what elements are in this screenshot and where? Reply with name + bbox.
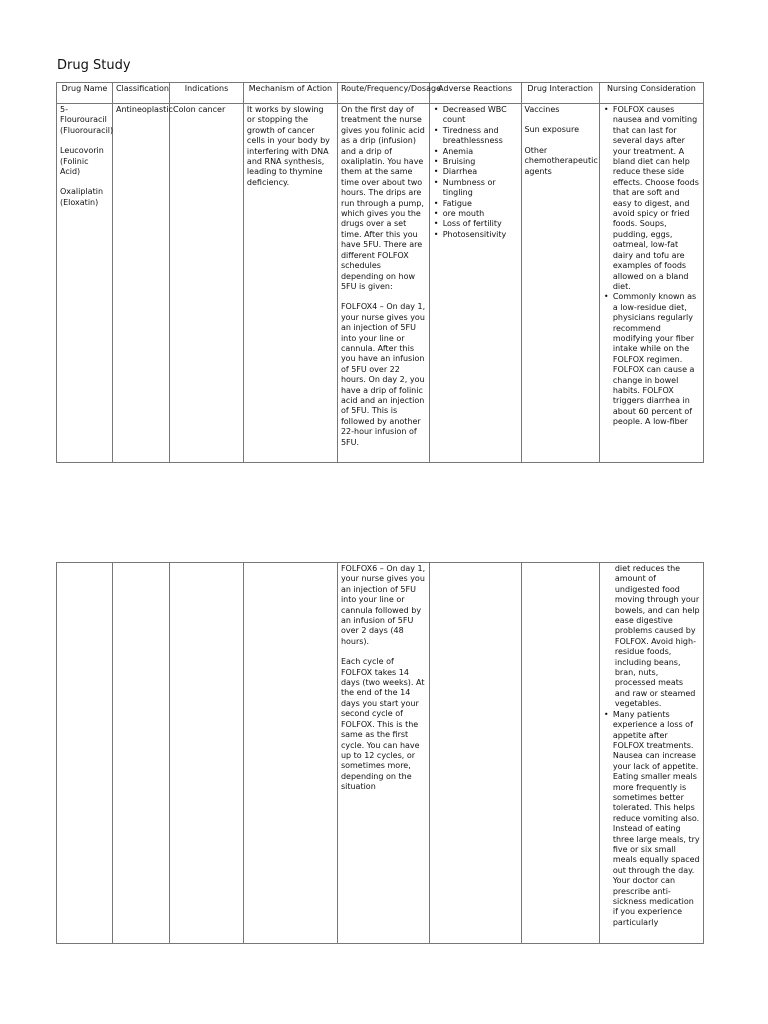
- indications-cell: Colon cancer: [170, 104, 244, 463]
- drug-name-cell: [57, 563, 113, 944]
- adverse-list: [433, 105, 518, 240]
- page-title: Drug Study: [57, 58, 131, 73]
- list-item: • Fatigue: [443, 199, 518, 209]
- drug-name: Leucovorin (Folinic Acid): [60, 146, 104, 177]
- route-cell: [337, 563, 429, 944]
- route-paragraph: FOLFOX4 – On day 1, your nurse gives you an injection of 5FU into your line or cannula. After this you have an infusion of 5FU over 22 hours. On day 2, you have a drip of folinic acid and an injection of 5FU. This is followed by another 22-hour infusion of 5FU.: [340, 302, 426, 447]
- nursing-list: [603, 105, 700, 428]
- interaction-item: Other chemotherapeutic agents: [524, 145, 598, 176]
- list-item: • Photosensitivity: [443, 230, 518, 240]
- mechanism-cell: It works by slowing or stopping the growth of cancer cells in your body by interfering with DNA and RNA synthesis, leading to thymine deficiency.: [243, 104, 337, 463]
- interaction-cell: [521, 104, 599, 463]
- table-row: [57, 563, 704, 944]
- indications-cell: [170, 563, 244, 944]
- header-drug-name: Drug Name: [57, 83, 113, 104]
- header-adverse: Adverse Reactions: [429, 83, 521, 104]
- drug-name-cell: [57, 104, 113, 463]
- nursing-cell: [599, 563, 703, 944]
- header-interaction: Drug Interaction: [521, 83, 599, 104]
- interaction-item: Sun exposure: [524, 125, 580, 135]
- route-paragraph: FOLFOX6 – On day 1, your nurse gives you an injection of 5FU into your line or cannula followed by an infusion of 5FU over 2 days (48 hours).: [340, 564, 426, 646]
- header-indications: Indications: [170, 83, 244, 104]
- list-item: • Commonly known as a low-residue diet, physicians regularly recommend modifying your fiber intake while on the FOLFOX regimen. FOLFOX can cause a change in bowel habits. FOLFOX triggers diarrhea in about 60 percent of people. A low-fiber: [613, 292, 700, 427]
- nursing-continued-text: diet reduces the amount of undigested food moving through your bowels, and can help ease digestive problems caused by FOLFOX. Avoid high-residue foods, including beans, bran, nuts, processed meats and raw or steamed vegetables.: [614, 564, 700, 709]
- header-classification: Classification: [112, 83, 169, 104]
- header-route: Route/Frequency/Dosage: [337, 83, 429, 104]
- adverse-cell: [429, 563, 521, 944]
- mechanism-cell: [243, 563, 337, 944]
- nursing-list: [603, 710, 700, 929]
- classification-cell: Antineoplastic: [112, 104, 169, 463]
- list-item: • Tiredness and breathlessness: [443, 126, 518, 147]
- list-item: • FOLFOX causes nausea and vomiting that can last for several days after your treatment. A bland diet can help reduce these side effects. Choose foods that are soft and easy to digest, and avoid spicy or fried foods. Soups, pudding, eggs, oatmeal, low-fat dairy and tofu are examples of foods allowed on a bland diet.: [613, 105, 700, 292]
- drug-study-table-continued: [56, 562, 704, 944]
- route-cell: [337, 104, 429, 463]
- list-item: • Anemia: [443, 147, 518, 157]
- header-row: [57, 83, 704, 104]
- adverse-cell: [429, 104, 521, 463]
- interaction-item: Vaccines: [524, 105, 560, 114]
- route-paragraph: Each cycle of FOLFOX takes 14 days (two weeks). At the end of the 14 days you start your second cycle of FOLFOX. This is the same as the first cycle. You can have up to 12 cycles, or sometimes more, depending on the situation: [340, 657, 425, 792]
- drug-study-table: [56, 82, 704, 463]
- header-mechanism: Mechanism of Action: [243, 83, 337, 104]
- nursing-cell: [599, 104, 703, 463]
- interaction-cell: [521, 563, 599, 944]
- drug-name: Oxaliplatin (Eloxatin): [60, 187, 104, 207]
- list-item: • Bruising: [443, 157, 518, 167]
- route-paragraph: On the first day of treatment the nurse gives you folinic acid as a drip (infusion) and a drip of oxaliplatin. You have them at the same time over about two hours. The drips are run through a pump, which gives you the drugs over a set time. After this you have 5FU. There are different FOLFOX schedules depending on how 5FU is given:: [340, 105, 425, 291]
- list-item: • Numbness or tingling: [443, 178, 518, 199]
- drug-name: 5-Flourouracil (Fluorouracil): [60, 105, 114, 135]
- header-nursing: Nursing Consideration: [599, 83, 703, 104]
- list-item: • Decreased WBC count: [443, 105, 518, 126]
- list-item: • Many patients experience a loss of appetite after FOLFOX treatments. Nausea can increase your lack of appetite. Eating smaller meals more frequently is sometimes better tolerated. This helps reduce vomiting also. Instead of eating three large meals, try five or six small meals equally spaced out through the day. Your doctor can prescribe anti-sickness medication if you experience particularly: [613, 710, 700, 929]
- table-row: [57, 104, 704, 463]
- classification-cell: [112, 563, 169, 944]
- list-item: • ore mouth: [443, 209, 518, 219]
- list-item: • Diarrhea: [443, 167, 518, 177]
- list-item: • Loss of fertility: [443, 219, 518, 229]
